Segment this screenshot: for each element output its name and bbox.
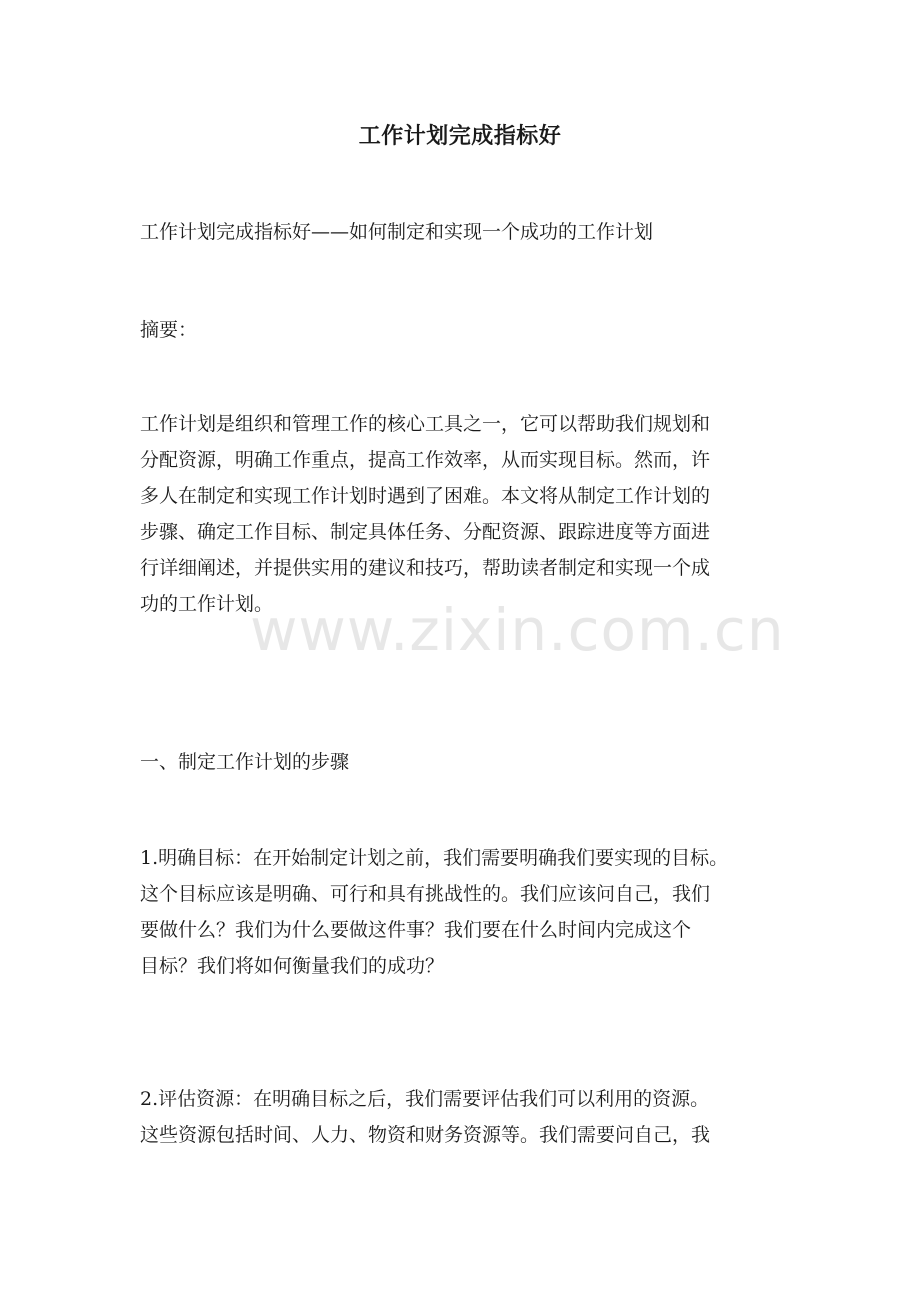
section-heading-text: 一、制定工作计划的步骤 xyxy=(140,751,350,773)
abstract-label xyxy=(140,312,790,348)
paragraph-line: 行详细阐述，并提供实用的建议和技巧，帮助读者制定和实现一个成 xyxy=(140,557,711,579)
paragraph-line: 工作计划是组织和管理工作的核心工具之一，它可以帮助我们规划和 xyxy=(140,413,711,435)
section-heading xyxy=(140,744,790,780)
paragraph-line: 这个目标应该是明确、可行和具有挑战性的。我们应该问自己，我们 xyxy=(140,883,711,905)
paragraph-line: 要做什么？我们为什么要做这件事？我们要在什么时间内完成这个 xyxy=(140,919,692,941)
document-subtitle xyxy=(140,214,790,250)
paragraph-line: 目标？我们将如何衡量我们的成功？ xyxy=(140,955,445,977)
list-item-2 xyxy=(140,1081,790,1153)
list-item-1 xyxy=(140,840,790,984)
watermark: www.zixin.com.cn xyxy=(250,596,785,664)
paragraph-line: 分配资源，明确工作重点，提高工作效率，从而实现目标。然而，许 xyxy=(140,449,711,471)
paragraph-line: 步骤、确定工作目标、制定具体任务、分配资源、跟踪进度等方面进 xyxy=(140,521,711,543)
paragraph-line: 多人在制定和实现工作计划时遇到了困难。本文将从制定工作计划的 xyxy=(140,485,711,507)
paragraph-line: 2.评估资源：在明确目标之后，我们需要评估我们可以利用的资源。 xyxy=(140,1088,710,1110)
paragraph-line: 这些资源包括时间、人力、物资和财务资源等。我们需要问自己，我 xyxy=(140,1124,711,1146)
paragraph-line: 1.明确目标：在开始制定计划之前，我们需要明确我们要实现的目标。 xyxy=(140,847,729,869)
abstract-label-text: 摘要： xyxy=(140,319,198,341)
paragraph-line: 功的工作计划。 xyxy=(140,593,274,615)
document-title: 工作计划完成指标好 xyxy=(358,123,562,149)
subtitle-line: 工作计划完成指标好——如何制定和实现一个成功的工作计划 xyxy=(140,221,654,243)
abstract-paragraph xyxy=(140,406,790,622)
